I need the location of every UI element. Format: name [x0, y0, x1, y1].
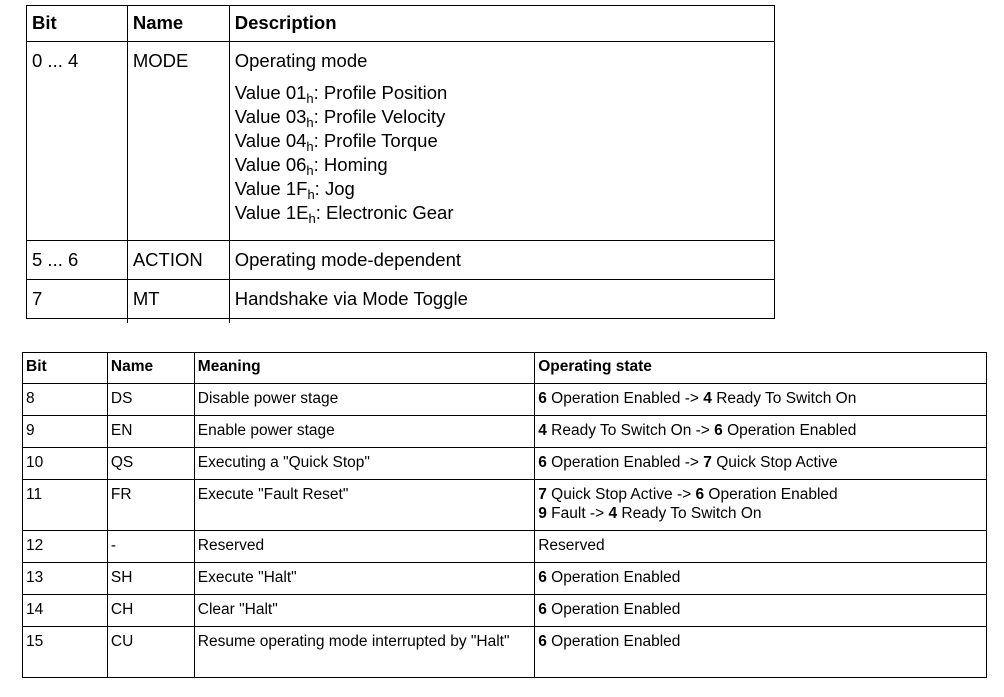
- bit-cell: 8: [23, 384, 108, 416]
- state-number: 7: [703, 454, 712, 471]
- mode-value-label: : Jog: [314, 178, 355, 199]
- state-line: [538, 600, 986, 619]
- bit-cell: 10: [23, 448, 108, 480]
- state-text: Quick Stop Active: [711, 454, 838, 471]
- bit-cell: 7: [27, 280, 128, 319]
- state-line: [538, 453, 986, 472]
- state-text: Reserved: [538, 537, 605, 554]
- mode-value-code: Value 03: [234, 106, 307, 127]
- state-number: 4: [703, 390, 712, 407]
- state-number: 4: [608, 505, 618, 522]
- state-text: Operation Enabled ->: [546, 454, 704, 471]
- table-row: [23, 563, 987, 595]
- mode-bits-table: [26, 5, 775, 319]
- mode-value-code: Value 04: [234, 130, 307, 151]
- mode-value-code: Value 1F: [234, 178, 308, 199]
- hex-subscript: h: [306, 91, 314, 106]
- state-line: [538, 421, 986, 440]
- mode-value-line: [235, 81, 774, 105]
- table-row: [23, 480, 987, 531]
- bit-cell: 0 ... 4: [27, 42, 128, 241]
- state-text: Operation Enabled: [704, 486, 838, 503]
- description-cell: Handshake via Mode Toggle: [229, 280, 774, 319]
- header-meaning: Meaning: [194, 353, 534, 384]
- mode-value-line: [235, 201, 774, 225]
- state-number: 6: [538, 454, 547, 471]
- meaning-cell: Reserved: [194, 531, 534, 563]
- name-cell: -: [107, 531, 194, 563]
- mode-value-label: : Profile Torque: [313, 130, 438, 151]
- state-line: [538, 568, 986, 587]
- table-row: [23, 627, 987, 678]
- bit-cell: 14: [23, 595, 108, 627]
- meaning-cell: Resume operating mode interrupted by "Halt": [194, 627, 534, 678]
- state-text: Ready To Switch On ->: [546, 422, 715, 439]
- state-line: [538, 485, 986, 504]
- name-cell: MODE: [127, 42, 229, 241]
- state-number: 7: [538, 486, 547, 503]
- meaning-cell: Execute "Fault Reset": [194, 480, 534, 531]
- hex-subscript: h: [307, 187, 315, 202]
- state-text: Operation Enabled ->: [546, 390, 704, 407]
- bit-cell: 15: [23, 627, 108, 678]
- table-row: [23, 448, 987, 480]
- state-number: 6: [695, 486, 705, 503]
- state-line: [538, 504, 986, 523]
- bit-cell: 11: [23, 480, 108, 531]
- table-row: [27, 280, 775, 319]
- operating-state-cell: [535, 563, 987, 595]
- state-number: 6: [538, 390, 547, 407]
- operating-state-cell: [535, 480, 987, 531]
- control-bits-table: [22, 352, 987, 678]
- table-row: [27, 241, 775, 280]
- name-cell: FR: [107, 480, 194, 531]
- state-text: Operation Enabled: [546, 633, 681, 650]
- mode-values-list: [235, 81, 774, 225]
- meaning-cell: Execute "Halt": [194, 563, 534, 595]
- column-divider-stub: [127, 318, 128, 323]
- state-line: [538, 389, 986, 408]
- hex-subscript: h: [306, 139, 314, 154]
- state-text: Ready To Switch On: [711, 390, 857, 407]
- bit-cell: 12: [23, 531, 108, 563]
- header-description: Description: [229, 6, 774, 42]
- state-text: Fault ->: [546, 505, 609, 522]
- header-bit: Bit: [23, 353, 108, 384]
- mode-value-code: Value 06: [234, 154, 307, 175]
- state-text: Operation Enabled: [546, 569, 681, 586]
- hex-subscript: h: [306, 163, 314, 178]
- header-operating-state: Operating state: [535, 353, 987, 384]
- meaning-cell: Clear "Halt": [194, 595, 534, 627]
- mode-value-line: [235, 153, 774, 177]
- table-row: [23, 416, 987, 448]
- operating-state-cell: [535, 627, 987, 678]
- name-cell: EN: [107, 416, 194, 448]
- operating-state-cell: [535, 595, 987, 627]
- bit-cell: 9: [23, 416, 108, 448]
- table-header-row: [23, 353, 987, 384]
- table-header-row: [27, 6, 775, 42]
- mode-value-label: : Homing: [313, 154, 388, 175]
- mode-value-line: [235, 177, 774, 201]
- meaning-cell: Enable power stage: [194, 416, 534, 448]
- name-cell: QS: [107, 448, 194, 480]
- operating-state-cell: [535, 531, 987, 563]
- operating-state-cell: [535, 384, 987, 416]
- meaning-cell: Executing a "Quick Stop": [194, 448, 534, 480]
- header-name: Name: [107, 353, 194, 384]
- hex-subscript: h: [308, 211, 316, 226]
- table-row: [23, 595, 987, 627]
- mode-value-label: : Profile Velocity: [313, 106, 446, 127]
- description-cell: Operating mode-dependent: [229, 241, 774, 280]
- name-cell: ACTION: [127, 241, 229, 280]
- name-cell: DS: [107, 384, 194, 416]
- table-body: [23, 384, 987, 678]
- state-text: Operation Enabled: [722, 422, 857, 439]
- description-text: Operating mode: [234, 50, 368, 71]
- operating-state-cell: [535, 416, 987, 448]
- table-row: [27, 42, 775, 241]
- hex-subscript: h: [306, 115, 314, 130]
- name-cell: SH: [107, 563, 194, 595]
- header-name: Name: [127, 6, 229, 42]
- state-number: 4: [538, 422, 547, 439]
- meaning-cell: Disable power stage: [194, 384, 534, 416]
- state-number: 6: [538, 633, 547, 650]
- operating-state-cell: [535, 448, 987, 480]
- mode-value-line: [235, 105, 774, 129]
- table-row: [23, 531, 987, 563]
- header-bit: Bit: [27, 6, 128, 42]
- state-line: [538, 536, 986, 555]
- bit-cell: 5 ... 6: [27, 241, 128, 280]
- state-text: Operation Enabled: [546, 601, 681, 618]
- mode-value-code: Value 01: [234, 82, 307, 103]
- table-row: [23, 384, 987, 416]
- column-divider-stub: [229, 318, 230, 323]
- mode-value-code: Value 1E: [234, 202, 309, 223]
- mode-value-line: [235, 129, 774, 153]
- mode-value-label: : Profile Position: [313, 82, 448, 103]
- name-cell: MT: [127, 280, 229, 319]
- state-number: 6: [714, 422, 723, 439]
- state-text: Ready To Switch On: [617, 505, 762, 522]
- state-number: 9: [538, 505, 547, 522]
- name-cell: CU: [107, 627, 194, 678]
- bit-cell: 13: [23, 563, 108, 595]
- name-cell: CH: [107, 595, 194, 627]
- state-number: 6: [538, 601, 547, 618]
- mode-value-label: : Electronic Gear: [315, 202, 454, 223]
- state-number: 6: [538, 569, 547, 586]
- description-cell: [229, 42, 774, 241]
- state-text: Quick Stop Active ->: [546, 486, 696, 503]
- state-line: [538, 632, 986, 651]
